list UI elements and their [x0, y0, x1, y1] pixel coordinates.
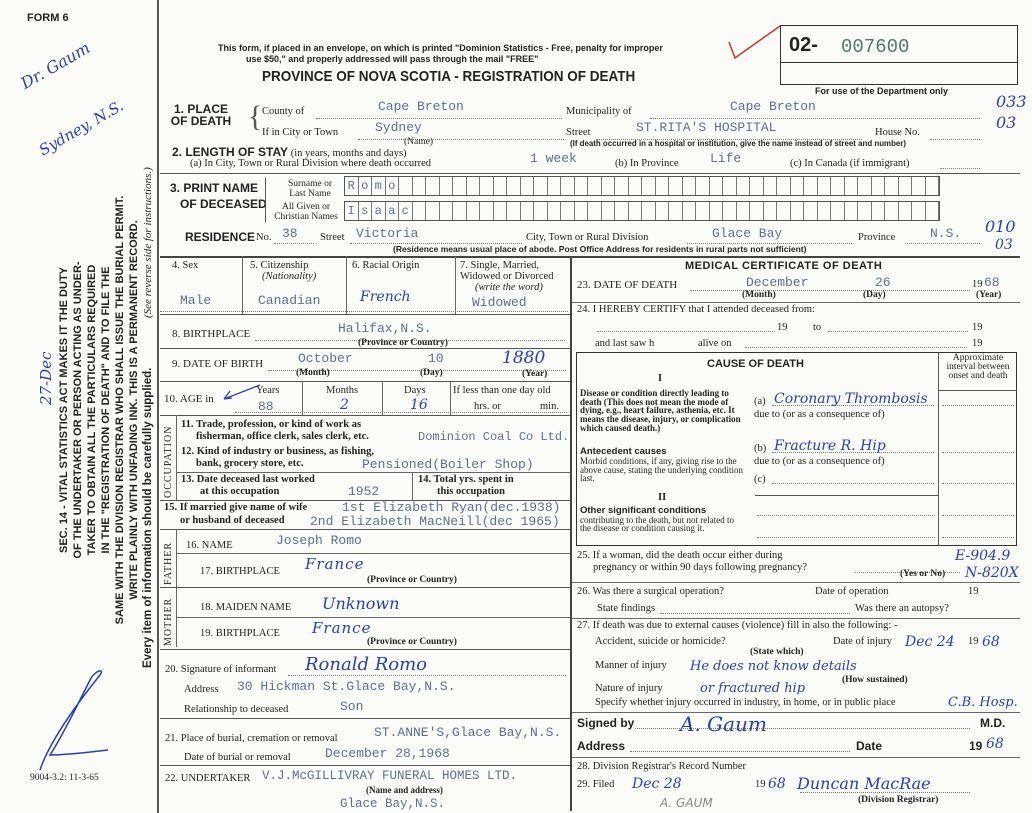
s1-label: 1. PLACE OF DEATH	[170, 102, 232, 128]
s7-label-2: Widowed or Divorced	[460, 271, 554, 282]
bottom-handwritten-name: A. GAUM	[660, 796, 713, 810]
other-conditions-title: Other significant conditions	[580, 505, 707, 516]
city-label: If in City or Town	[262, 127, 339, 138]
s19-note: (Province or Country)	[367, 637, 457, 647]
name-cell	[480, 177, 494, 195]
name-cell	[737, 202, 751, 220]
relationship-label: Relationship to deceased	[184, 704, 289, 715]
how-sustained-note: (How sustained)	[842, 675, 908, 685]
residence-city-label: City, Town or Rural Division	[526, 232, 649, 243]
s26-label: 26. Was there a surgical operation?	[577, 586, 724, 597]
name-cell: o	[359, 177, 373, 195]
operation-date-label: Date of operation	[815, 586, 889, 597]
s22-label: 22. UNDERTAKER	[165, 773, 251, 784]
name-cell	[818, 177, 832, 195]
last-saw-label: and last saw h	[595, 338, 655, 349]
s23-label: 23. DATE OF DEATH	[577, 279, 678, 291]
name-cell	[588, 177, 602, 195]
due-to-b: due to (or as a consequence of)	[754, 456, 885, 467]
informant-address-label: Address	[184, 684, 219, 695]
nature-value: or fractured hip	[700, 681, 806, 696]
residence-province-label: Province	[858, 232, 896, 243]
other-conditions-text: contributing to the death, but not related to the disease or condition causing it.	[580, 515, 734, 534]
injury-date-label: Date of injury	[833, 636, 892, 647]
s20-label: 20. Signature of informant	[165, 664, 277, 675]
s17-label: 17. BIRTHPLACE	[200, 566, 280, 577]
name-cell: o	[386, 177, 400, 195]
cause-a-label: (a)	[754, 396, 766, 407]
s11-label-2: fisherman, office clerk, sales clerk, etc.	[196, 431, 369, 442]
name-cell	[642, 202, 656, 220]
days-label: Days	[404, 385, 426, 396]
undertaker-city: Glace Bay,N.S.	[340, 797, 446, 811]
manner-value: He does not know details	[690, 659, 857, 674]
birthplace-value: Halifax,N.S.	[338, 321, 432, 336]
name-cell	[453, 177, 467, 195]
s6-label: 6. Racial Origin	[352, 260, 420, 271]
month-note: (Month)	[296, 368, 330, 378]
handwritten-city: Sydney, N.S.	[35, 96, 127, 160]
father-name: Joseph Romo	[276, 533, 362, 548]
accident-label: Accident, suicide or homicide?	[595, 636, 726, 647]
s24-19b: 19	[972, 322, 983, 333]
physician-address-label: Address	[577, 739, 626, 753]
spouse-1-value: 1st Elizabeth Ryan(dec.1938)	[342, 500, 561, 515]
name-cell	[413, 202, 427, 220]
due-to-a: due to (or as a consequence of)	[754, 409, 885, 420]
name-cell: c	[399, 202, 413, 220]
s8-note: (Province or Country)	[358, 338, 448, 348]
county-value: Cape Breton	[378, 99, 464, 114]
s25-note: (Yes or No)	[900, 569, 946, 579]
reg-number: 007600	[841, 36, 910, 58]
min-label: min.	[540, 401, 559, 412]
direct-cause-text: Disease or condition directly leading to death (This does not mean the mode of dying, e.g., heart failure, asthenia, etc. It means the disease, injury, or complication which caused death.)	[580, 388, 741, 433]
findings-label: State findings	[597, 603, 656, 614]
birth-day: 10	[428, 351, 444, 366]
name-cell	[467, 202, 481, 220]
name-cell	[669, 202, 683, 220]
name-cell	[899, 177, 913, 195]
residence-no-label: No.	[256, 232, 272, 243]
surname-label: Surname or Last Name	[287, 179, 333, 199]
s13-label-2: at this occupation	[200, 486, 280, 497]
name-cell	[858, 177, 872, 195]
name-cell	[480, 202, 494, 220]
name-cell	[750, 202, 764, 220]
day-note: (Day)	[420, 368, 443, 378]
s25-label: 25. If a woman, did the death occur either during	[577, 550, 783, 561]
city-value: Sydney	[375, 120, 422, 135]
side-notice-line: IN THE "REGISTRATION OF DEATH" AND TO FILE THE	[100, 266, 112, 554]
death-day: 26	[875, 275, 891, 290]
municipality-label: Municipality of	[566, 106, 632, 117]
name-cell	[764, 202, 778, 220]
registration-number-box	[780, 25, 1018, 85]
see-reverse-note: (See reverse side for instructions.)	[142, 167, 154, 318]
name-cell	[710, 177, 724, 195]
s18-label: 18. MAIDEN NAME	[200, 602, 292, 613]
street-label: Street	[566, 127, 591, 138]
name-cell	[696, 202, 710, 220]
s3-label-1: 3. PRINT NAME	[170, 181, 259, 195]
years-label: Years	[256, 385, 280, 396]
injury-year-prefix: 19	[968, 636, 979, 647]
name-cell	[845, 177, 859, 195]
name-cell	[710, 202, 724, 220]
name-cell	[602, 202, 616, 220]
physician-date-prefix: 19	[969, 739, 983, 753]
name-cell	[804, 202, 818, 220]
page-title: PROVINCE OF NOVA SCOTIA - REGISTRATION OF DEATH	[262, 68, 636, 85]
given-label: All Given or Christian Names	[274, 202, 338, 222]
name-cell	[750, 177, 764, 195]
s12-label-2: bank, grocery store, etc.	[196, 458, 304, 469]
residence-no: 38	[282, 226, 298, 241]
side-notice-line: TAKER TO OBTAIN ALL THE PARTICULARS REQUIRED	[86, 264, 98, 556]
name-cell	[791, 202, 805, 220]
industry-value: Pensioned(Boiler Shop)	[362, 457, 534, 472]
state-which-note: (State which)	[750, 647, 804, 657]
name-cell: a	[372, 202, 386, 220]
name-cell	[575, 177, 589, 195]
code-1: 033	[996, 92, 1027, 111]
s25-label-2: pregnancy or within 90 days following pregnancy?	[593, 562, 808, 573]
name-cell	[899, 202, 913, 220]
name-cell	[669, 177, 683, 195]
s16-label: 16. NAME	[186, 540, 233, 551]
lt-day-label: If less than one day old	[453, 385, 551, 396]
name-cell	[872, 177, 886, 195]
form-label: FORM 6	[27, 12, 69, 24]
name-cell	[723, 202, 737, 220]
s2-c-label: (c) In Canada (if immigrant)	[790, 158, 910, 169]
name-cell	[723, 177, 737, 195]
residence-street: Victoria	[356, 226, 419, 241]
e-code: E-904.9	[955, 548, 1011, 564]
strip-divider	[157, 0, 159, 813]
s17-note: (Province or Country)	[367, 575, 457, 585]
handwritten-doctor: Dr. Gaum	[17, 38, 94, 93]
name-cell	[507, 177, 521, 195]
spouse-2-value: 2nd Elizabeth MacNeill(dec 1965)	[310, 514, 560, 529]
name-cell	[561, 202, 575, 220]
name-cell	[467, 177, 481, 195]
s27-label: 27. If death was due to external causes (violence) fill in also the following: -	[577, 620, 898, 631]
marital-value: Widowed	[472, 295, 527, 310]
handwritten-initial-mark	[30, 660, 110, 780]
specify-label: Specify whether injury occurred in industry, in home, or in public place	[595, 697, 896, 708]
s11-label: 11. Trade, profession, or kind of work as	[181, 419, 362, 430]
s7-label: 7. Single, Married,	[460, 260, 540, 271]
interval-label: Approximate interval between onset and death	[946, 353, 1010, 381]
death-year-prefix: 19	[972, 279, 983, 290]
injury-date: Dec 24	[905, 634, 955, 650]
s3-label-2: OF DECEASED	[180, 197, 267, 211]
s22-note: (Name and address)	[366, 785, 443, 795]
residence-province: N.S.	[930, 226, 962, 241]
physician-date-year: 68	[986, 736, 1004, 752]
s24-19a: 19	[777, 322, 788, 333]
filed-year-prefix: 19	[755, 779, 766, 790]
manner-label: Manner of injury	[595, 660, 667, 671]
medical-certificate-title: MEDICAL CERTIFICATE OF DEATH	[685, 260, 883, 272]
death-day-note: (Day)	[863, 290, 886, 300]
side-notice-line: SEC. 14 - VITAL STATISTICS ACT MAKES IT THE DUTY	[58, 266, 70, 554]
signed-by-label: Signed by	[577, 716, 635, 730]
name-cell	[926, 202, 940, 220]
death-year-note: (Year)	[976, 290, 1002, 300]
trade-value: Dominion Coal Co Ltd.	[418, 430, 570, 444]
name-cell: m	[372, 177, 386, 195]
filed-year: 68	[768, 776, 786, 792]
father-birthplace: France	[305, 555, 365, 573]
s10-label: 10. AGE in	[164, 393, 214, 405]
s14-label-2: this occupation	[437, 486, 505, 497]
antecedent-title: Antecedent causes	[580, 446, 667, 457]
name-cell	[521, 202, 535, 220]
name-cell	[534, 202, 548, 220]
age-months: 2	[340, 397, 349, 413]
s21-label: 21. Place of burial, cremation or removal	[165, 733, 338, 744]
s24-label: 24. I HEREBY CERTIFY that I attended deceased from:	[577, 304, 815, 315]
injury-year: 68	[982, 634, 1000, 650]
mother-label: MOTHER	[163, 597, 174, 646]
residence-street-label: Street	[320, 232, 345, 243]
name-cell	[642, 177, 656, 195]
surname-cells	[344, 176, 940, 196]
name-cell: a	[386, 202, 400, 220]
cause-b-value: Fracture R. Hip	[774, 438, 886, 454]
name-cell	[615, 202, 629, 220]
name-cell	[440, 202, 454, 220]
informant-signature: Ronald Romo	[305, 654, 428, 675]
death-month-note: (Month)	[742, 290, 776, 300]
reg-prefix: 02-	[789, 34, 818, 56]
municipality-value: Cape Breton	[730, 99, 816, 114]
name-cell	[440, 177, 454, 195]
name-cell	[494, 177, 508, 195]
name-cell	[818, 202, 832, 220]
s12-label: 12. Kind of industry or business, as fishing,	[181, 446, 374, 457]
name-cell	[588, 202, 602, 220]
s5-label: 5. Citizenship	[250, 260, 309, 271]
name-cell	[804, 177, 818, 195]
operation-19: 19	[968, 586, 979, 597]
death-year: 68	[984, 275, 1000, 290]
name-cell	[413, 177, 427, 195]
age-years: 88	[258, 399, 274, 414]
name-cell	[602, 177, 616, 195]
burial-date-label: Date of burial or removal	[184, 752, 291, 763]
n-code: N-820X	[965, 565, 1019, 581]
physician-date-label: Date	[856, 739, 883, 753]
s28-label: 28. Division Registrar's Record Number	[577, 761, 746, 772]
s2-heading	[172, 145, 407, 159]
every-item-note: Every item of information should be carefully supplied.	[142, 367, 154, 668]
name-cell	[426, 202, 440, 220]
birth-year: 1880	[502, 348, 546, 368]
name-cell	[926, 177, 940, 195]
house-label: House No.	[875, 127, 920, 138]
part-1-label: I	[658, 373, 663, 384]
name-cell	[885, 177, 899, 195]
name-cell	[885, 202, 899, 220]
year-note: (Year)	[522, 369, 548, 379]
residence-city: Glace Bay	[712, 226, 783, 241]
physician-signature: A. Gaum	[680, 712, 767, 736]
name-cell	[534, 177, 548, 195]
burial-date: December 28,1968	[325, 746, 450, 761]
side-notice-line: WRITE PLAINLY WITH UNFADING INK. THIS IS A PERMANENT RECORD.	[128, 220, 140, 600]
mother-birthplace: France	[312, 619, 372, 637]
death-month: December	[746, 275, 809, 290]
months-label: Months	[326, 385, 359, 396]
name-cell	[683, 202, 697, 220]
name-cell	[764, 177, 778, 195]
name-cell	[629, 177, 643, 195]
name-cell: I	[345, 202, 359, 220]
injury-place: C.B. Hosp.	[948, 695, 1018, 710]
s2-b-label: (b) In Province	[615, 158, 679, 169]
s24-to: to	[813, 322, 822, 333]
name-cell	[453, 202, 467, 220]
hrs-label: hrs. or	[474, 401, 501, 412]
name-cell	[831, 177, 845, 195]
cause-b-label: (b)	[754, 443, 767, 454]
s1-note: (If death occurred in a hospital or institution, give the name instead of street and number)	[570, 138, 907, 148]
father-label: FATHER	[163, 541, 174, 585]
part-2-label: II	[658, 492, 667, 503]
s2-b-value: Life	[710, 151, 742, 166]
nature-label: Nature of injury	[595, 683, 663, 694]
cause-c-label: (c)	[754, 474, 766, 485]
name-cell	[575, 202, 589, 220]
s2-sub: (in years, months and days)	[290, 148, 407, 159]
filed-date: Dec 28	[632, 776, 682, 792]
form-code: 9004-3.2: 11-3-65	[30, 773, 99, 783]
side-notice-line: OF THE UNDERTAKER OR PERSON ACTING AS UNDER-	[72, 261, 84, 559]
registrar-signature: Duncan MacRae	[797, 774, 931, 793]
cause-a-value: Coronary Thrombosis	[774, 391, 928, 407]
side-notice	[57, 150, 141, 670]
occupation-label: OCCUPATION	[163, 425, 174, 498]
informant-address: 30 Hickman St.Glace Bay,N.S.	[237, 679, 456, 694]
name-cell	[494, 202, 508, 220]
name-cell	[521, 177, 535, 195]
s2-a-label: (a) In City, Town or Rural Division where death occurred	[190, 158, 431, 169]
citizenship-value: Canadian	[258, 293, 321, 308]
name-cell	[615, 177, 629, 195]
code-3: 010	[985, 217, 1016, 236]
s19-label: 19. BIRTHPLACE	[200, 628, 280, 639]
age-days: 16	[410, 397, 428, 413]
s29-label: 29. Filed	[577, 779, 615, 790]
s14-label: 14. Total yrs. spent in	[418, 474, 514, 485]
residence-label: RESIDENCE	[185, 230, 256, 244]
street-value: ST.RITA'S HOSPITAL	[636, 120, 777, 135]
sex-value: Male	[180, 293, 212, 308]
name-cell	[696, 177, 710, 195]
relationship-value: Son	[340, 699, 364, 714]
name-cell	[912, 202, 926, 220]
name-cell	[872, 202, 886, 220]
name-cell	[548, 177, 562, 195]
s5-sub: (Nationality)	[262, 271, 317, 282]
autopsy-label: Was there an autopsy?	[855, 603, 949, 614]
name-cell	[912, 177, 926, 195]
s9-label: 9. DATE OF BIRTH	[172, 358, 264, 370]
s15-label-2: or husband of deceased	[180, 515, 285, 526]
racial-origin-value: French	[360, 289, 411, 305]
mail-notice-2: use $50," and properly addressed will pass through the mail "FREE"	[246, 54, 539, 64]
code-2: 03	[996, 113, 1017, 132]
name-cell	[656, 202, 670, 220]
dept-only-label: For use of the Department only	[815, 86, 949, 96]
name-note: (Name)	[404, 137, 434, 147]
code-4: 03	[995, 237, 1013, 253]
name-cell	[845, 202, 859, 220]
name-cell: R	[345, 177, 359, 195]
name-cell	[777, 202, 791, 220]
name-cell	[507, 202, 521, 220]
name-cell	[548, 202, 562, 220]
last-worked-value: 1952	[348, 484, 380, 499]
birth-month: October	[298, 351, 353, 366]
s7-sub: (write the word)	[475, 282, 543, 293]
burial-place: ST.ANNE'S,Glace Bay,N.S.	[374, 725, 562, 740]
name-cell	[683, 177, 697, 195]
name-cell	[629, 202, 643, 220]
name-cell: s	[359, 202, 373, 220]
name-cell	[399, 177, 413, 195]
check-mark	[725, 22, 785, 67]
name-cell	[561, 177, 575, 195]
name-cell	[426, 177, 440, 195]
alive-on-label: alive on	[698, 338, 732, 349]
direct-cause-label	[580, 389, 746, 433]
md-label: M.D.	[980, 716, 1006, 730]
mail-notice-1: This form, if placed in an envelope, on which is printed "Dominion Statistics - Free, penalty for improper	[218, 43, 663, 53]
s24-19c: 19	[972, 338, 983, 349]
given-cells	[344, 201, 940, 221]
undertaker-value: V.J.McGILLIVRAY FUNERAL HOMES LTD.	[262, 769, 518, 783]
mother-maiden-name: Unknown	[322, 594, 400, 613]
handwritten-side-date: 27-Dec	[37, 351, 55, 405]
s4-label: 4. Sex	[172, 260, 199, 271]
name-cell	[737, 177, 751, 195]
residence-note: (Residence means usual place of abode. Post Office Address for residents in rural parts not sufficient)	[393, 244, 807, 254]
name-cell	[791, 177, 805, 195]
s8-label: 8. BIRTHPLACE	[172, 328, 251, 340]
name-cell	[656, 177, 670, 195]
name-cell	[858, 202, 872, 220]
s15-label: 15. If married give name of wife	[164, 502, 308, 513]
s13-label: 13. Date deceased last worked	[181, 474, 315, 485]
s2-label: 2. LENGTH OF STAY	[172, 145, 289, 159]
s2-a-value: 1 week	[530, 151, 577, 166]
cause-title: CAUSE OF DEATH	[707, 358, 804, 370]
county-label: County of	[262, 106, 305, 117]
name-cell	[831, 202, 845, 220]
antecedent-text: Morbid conditions, if any, giving rise to the above cause, stating the underlying condition last.	[580, 456, 743, 483]
registrar-note: (Division Registrar)	[858, 795, 939, 805]
name-cell	[777, 177, 791, 195]
side-notice-line: SAME WITH THE DIVISION REGISTRAR WHO SHALL ISSUE THE BURIAL PERMIT.	[114, 195, 126, 625]
s1-brace: {	[248, 100, 263, 133]
